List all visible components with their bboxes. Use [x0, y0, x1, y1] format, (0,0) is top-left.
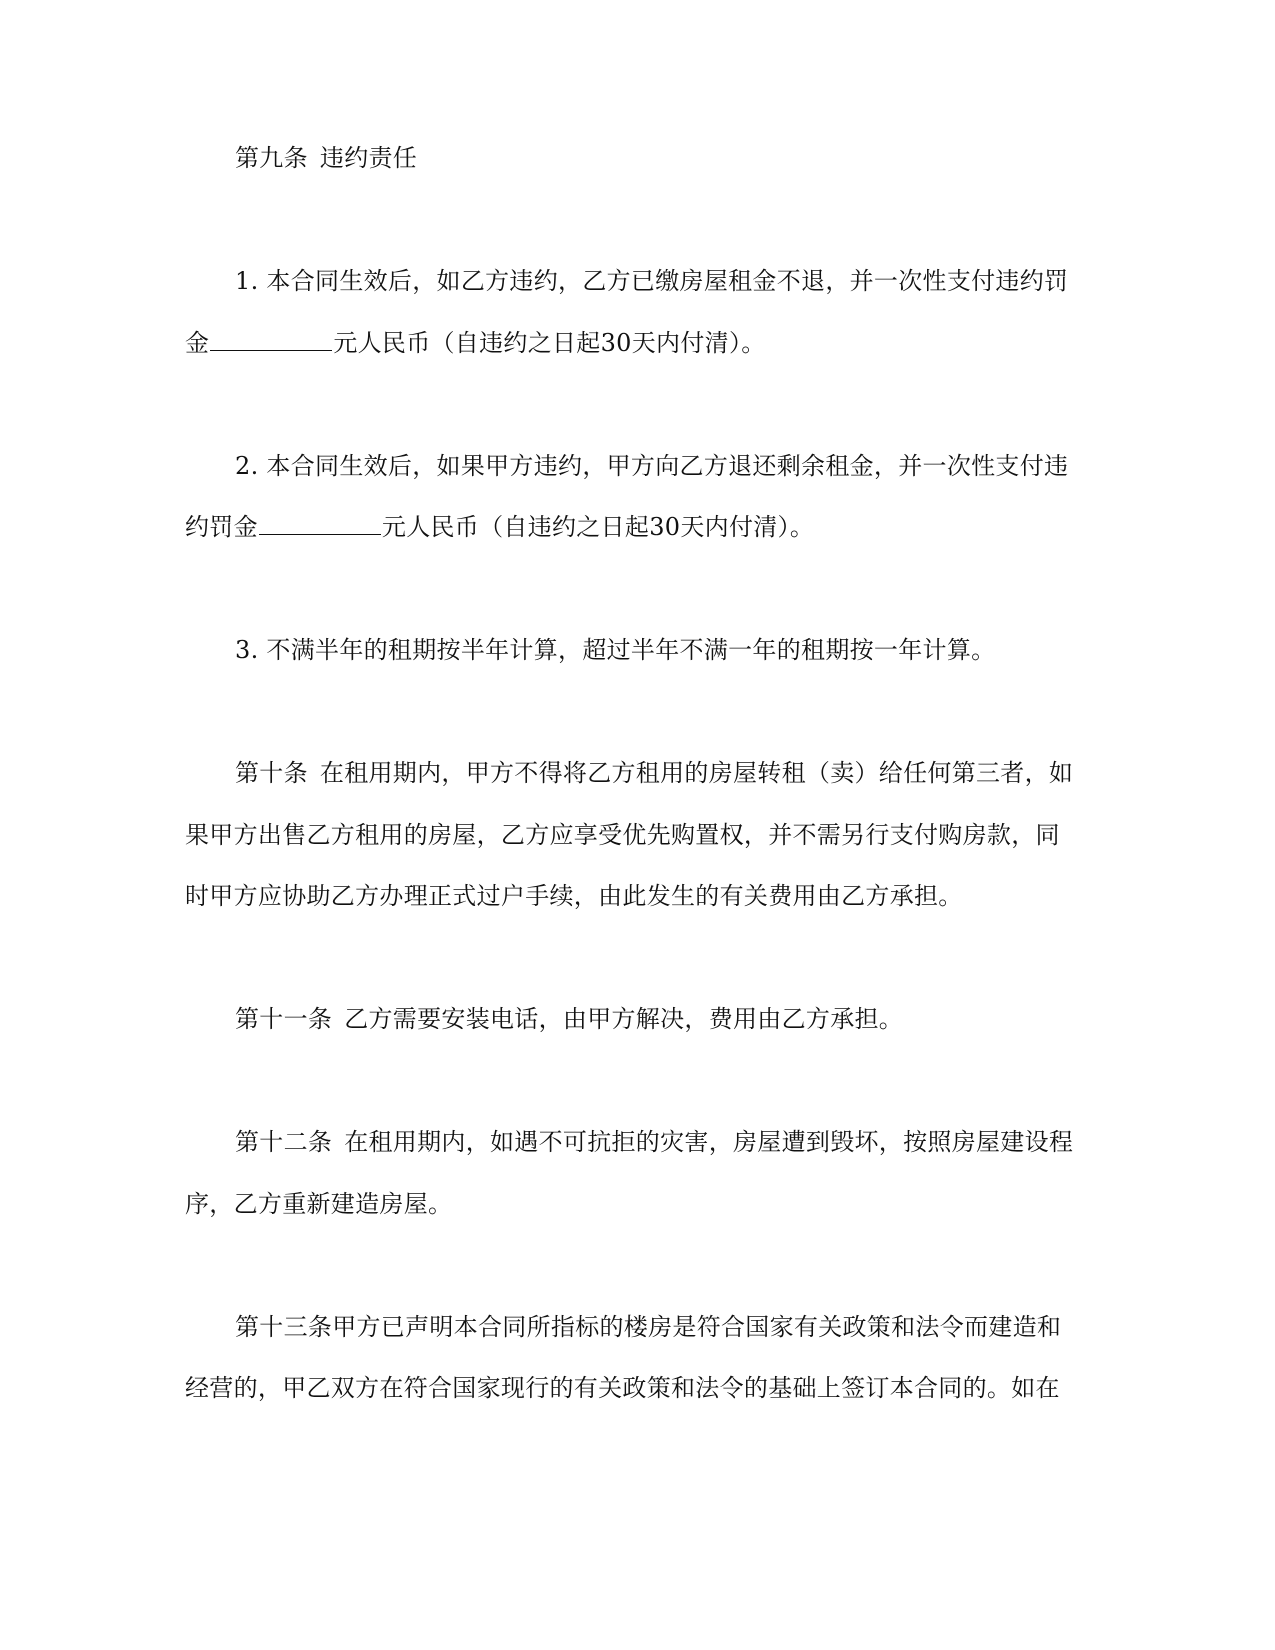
article-9-item-3-line-1: 3. 不满半年的租期按半年计算，超过半年不满一年的租期按一年计算。 [235, 636, 996, 664]
article-9-item-1-text-b: 元人民币（自违约之日起30天内付清）。 [333, 329, 766, 357]
article-9-item-1-line-2 [185, 327, 1085, 359]
article-10-line-1 [235, 757, 1085, 789]
article-11-text: 乙方需要安装电话，由甲方解决，费用由乙方承担。 [344, 1005, 904, 1033]
article-9-number: 第九条 [235, 144, 308, 172]
article-9-item-2-line-1: 2. 本合同生效后，如果甲方违约，甲方向乙方退还剩余租金，并一次性支付违 [235, 452, 1069, 480]
article-9-item-1-line-1: 1. 本合同生效后，如乙方违约，乙方已缴房屋租金不退，并一次性支付违约罚 [235, 267, 1069, 295]
article-12-text: 在租用期内，如遇不可抗拒的灾害，房屋遭到毁坏，按照房屋建设程 [344, 1128, 1074, 1156]
article-10-text: 在租用期内，甲方不得将乙方租用的房屋转租（卖）给任何第三者，如 [319, 759, 1074, 787]
article-10-number: 第十条 [235, 759, 308, 787]
article-13-line-2: 经营的，甲乙双方在符合国家现行的有关政策和法令的基础上签订本合同的。如在 [185, 1374, 1060, 1402]
article-13-line-1: 第十三条甲方已声明本合同所指标的楼房是符合国家有关政策和法令而建造和 [235, 1313, 1062, 1341]
article-9-heading [235, 142, 1085, 174]
article-12-line-2: 序，乙方重新建造房屋。 [185, 1190, 453, 1218]
article-9-item-2-text-a: 约罚金 [185, 513, 258, 541]
article-9-item-2-text-b: 元人民币（自违约之日起30天内付清）。 [381, 513, 815, 541]
article-9-title: 违约责任 [319, 144, 418, 172]
article-12-line-1 [235, 1126, 1085, 1158]
article-9-item-2-line-2 [185, 511, 1085, 543]
article-11-line-1 [235, 1003, 1085, 1035]
article-12-number: 第十二条 [235, 1128, 333, 1156]
article-9-item-1-text-a: 金 [185, 329, 210, 357]
penalty-amount-blank-2 [259, 512, 381, 535]
article-10-line-2: 果甲方出售乙方租用的房屋，乙方应享受优先购置权，并不需另行支付购房款，同 [185, 821, 1060, 849]
penalty-amount-blank-1 [210, 328, 332, 351]
article-10-line-3: 时甲方应协助乙方办理正式过户手续，由此发生的有关费用由乙方承担。 [185, 882, 963, 910]
article-11-number: 第十一条 [235, 1005, 333, 1033]
